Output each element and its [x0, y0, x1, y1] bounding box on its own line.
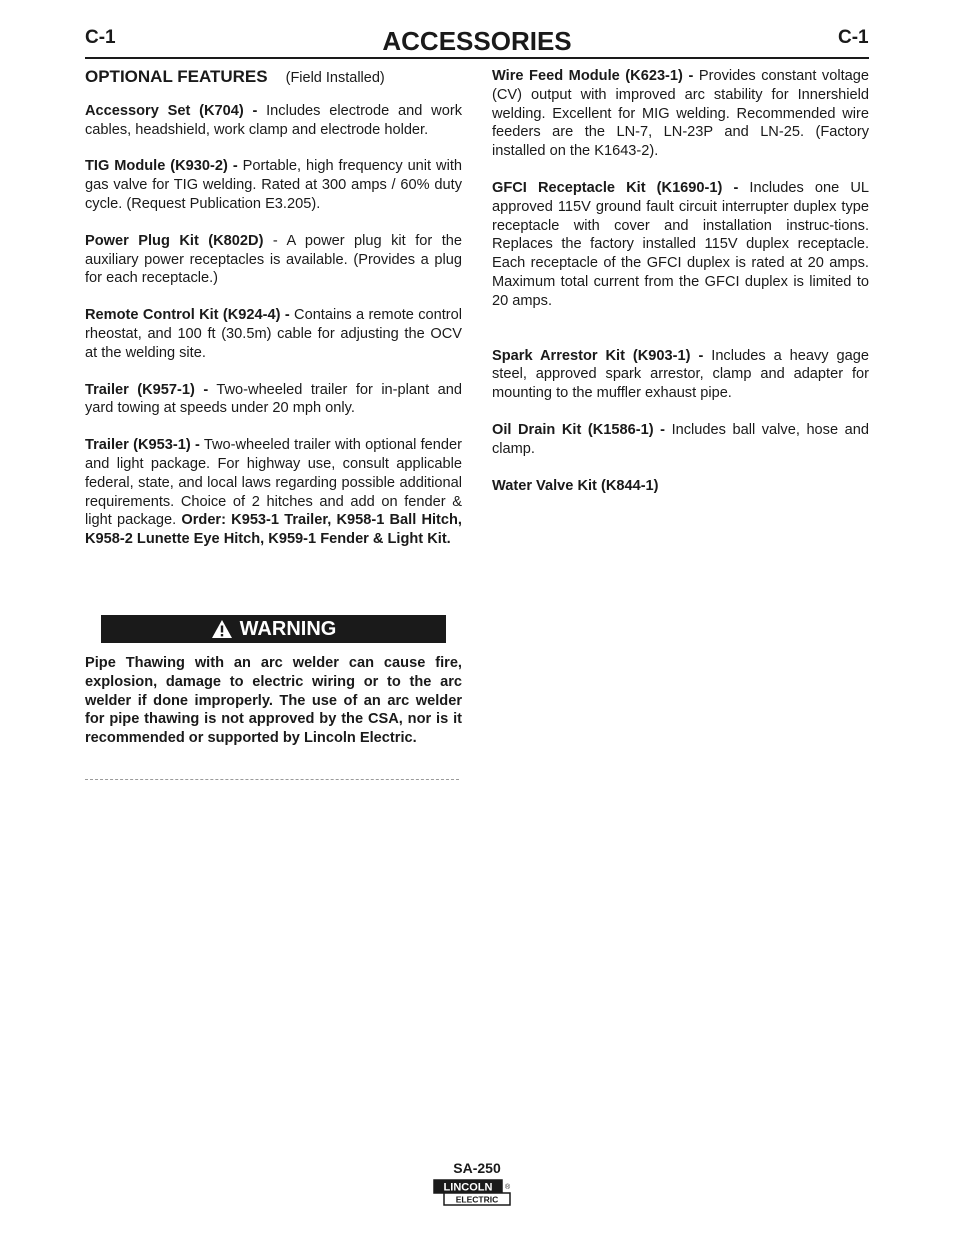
lincoln-electric-logo	[433, 1179, 513, 1212]
logo-top-text: LINCOLN	[443, 1181, 493, 1194]
item-text: Includes electrode and work cables, headshield, work clamp and electrode holder.	[85, 102, 462, 138]
page-title: ACCESSORIES	[382, 26, 572, 56]
header-rule	[85, 57, 869, 59]
item-title: Remote Control Kit (K924-4) -	[85, 307, 290, 324]
item-text: Includes ball valve, hose and clamp.	[492, 421, 869, 457]
accessory-item	[85, 381, 462, 419]
item-title: GFCI Receptacle Kit (K1690-1) -	[492, 179, 739, 196]
accessory-item	[492, 347, 869, 403]
item-title: Trailer (K953-1) -	[85, 437, 200, 454]
item-text: - A power plug kit for the auxiliary power receptacles is available. (Provides a plug for each receptacle.)	[85, 232, 462, 287]
item-title: Accessory Set (K704) -	[85, 102, 258, 119]
item-text: Contains a remote control rheostat, and 100 ft (30.5m) cable for adjusting the OCV at the welding site.	[85, 307, 463, 361]
warning-banner	[101, 615, 446, 643]
accessory-item	[492, 477, 869, 496]
accessory-item	[492, 179, 869, 311]
registered-mark: ®	[505, 1184, 511, 1191]
accessory-item	[85, 102, 462, 140]
warning-triangle-icon	[211, 619, 233, 639]
item-text: Includes one UL approved 115V ground fault circuit interrupter duplex type receptacle with cover and installation instruc-tions. Replaces the factory installed 115V duplex receptacle. Each receptacle of the GFCI duplex is rated at 20 amps. Maximum total current from the GFCI duplex is limited to 20 amps.	[492, 179, 869, 309]
item-title: Wire Feed Module (K623-1) -	[492, 68, 694, 84]
accessory-item	[85, 306, 462, 362]
item-text: Two-wheeled trailer with optional fender and light package. For highway use, consult applicable federal, state, and local laws regarding possible additional requirements. Choice of 2 hitches and add on fender & light package.	[85, 437, 462, 529]
section-heading	[85, 68, 462, 88]
item-title: Power Plug Kit (K802D)	[85, 232, 264, 249]
accessory-item	[85, 232, 462, 288]
item-title: Oil Drain Kit (K1586-1) -	[492, 421, 666, 438]
order-text: Order: K953-1 Trailer, K958-1 Ball Hitch, K958-2 Lunette Eye Hitch, K959-1 Fender & Light Kit.	[85, 512, 462, 548]
item-title: TIG Module (K930-2) -	[85, 158, 238, 175]
right-column	[492, 67, 869, 513]
accessory-item-trailer-k953	[85, 436, 462, 549]
item-text: Includes a heavy gage steel, approved spark arrestor, clamp and adapter for mounting to the muffler exhaust pipe.	[492, 347, 869, 402]
item-title: Spark Arrestor Kit (K903-1) -	[492, 347, 704, 364]
warning-text: Pipe Thawing with an arc welder can cause fire, explosion, damage to electric wiring or to the arc welder if done improperly. The use of an arc welder for pipe thawing is not approved by the CSA, nor is it recommended or supported by Lincoln Electric.	[85, 655, 462, 747]
item-text: Portable, high frequency unit with gas valve for TIG welding. Rated at 300 amps / 60% duty cycle. (Request Publication E3.205).	[85, 158, 462, 212]
left-column	[85, 68, 462, 567]
accessory-item	[85, 157, 462, 213]
section-subtitle: (Field Installed)	[285, 70, 385, 86]
item-title: Water Valve Kit (K844-1)	[492, 477, 659, 494]
item-text: Two-wheeled trailer for in-plant and yard towing at speeds under 20 mph only.	[85, 381, 463, 417]
item-text: Provides constant voltage (CV) output with improved arc stability for Innershield welding. Excellent for MIG welding. Recommended wire feeders are the LN-7, LN-23P and LN-25. (Factory installed on the K1643-2).	[492, 68, 869, 160]
logo-bottom-text: ELECTRIC	[455, 1194, 499, 1205]
section-title: OPTIONAL FEATURES	[85, 67, 268, 86]
model-number: SA-250	[453, 1160, 501, 1176]
warning-label: WARNING	[239, 617, 337, 640]
section-code-right: C-1	[838, 27, 869, 48]
accessory-item	[492, 421, 869, 459]
section-code-left: C-1	[85, 27, 116, 48]
item-title: Trailer (K957-1) -	[85, 381, 209, 398]
dashed-divider	[85, 779, 459, 780]
accessory-item	[492, 67, 869, 161]
